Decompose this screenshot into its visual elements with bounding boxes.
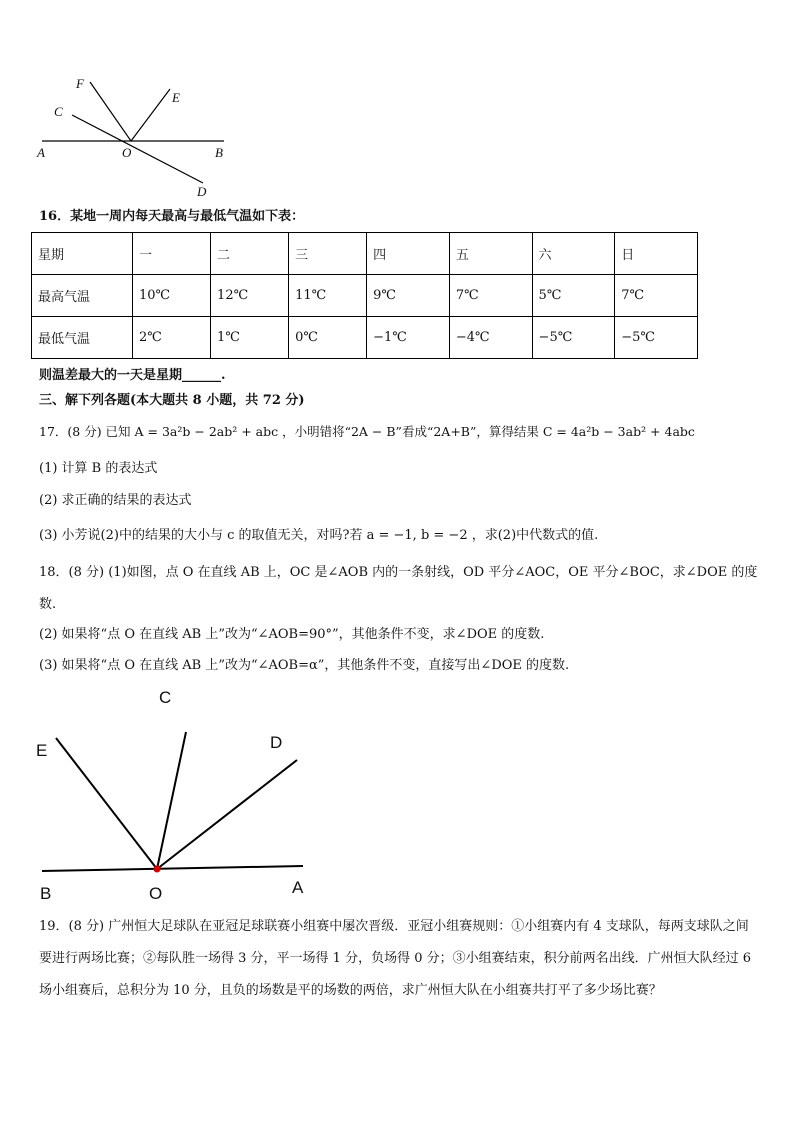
table-cell: 最低气温 [32,317,133,359]
table-cell: 日 [615,233,698,275]
table-cell: 二 [211,233,289,275]
table-cell: 星期 [32,233,133,275]
q17-stem: 17．(8 分) 已知 A = 3a²b − 2ab² + abc ，小明错将“2A − B”看成“2A+B”，算得结果 C = 4a²b − 3ab² + 4abc [39,424,695,439]
table-cell: −4℃ [449,317,532,359]
point-o [154,866,161,873]
q18-part-3: (3) 如果将“点 O 在直线 AB 上”改为“∠AOB=α”，其他条件不变，直接写出∠DOE 的度数. [39,658,570,673]
ray-oc [157,732,186,869]
section-3-heading: 三、解下列各题(本大题共 8 小题，共 72 分) [39,393,305,408]
temperature-table [31,232,698,359]
fig2-label-o: O [149,884,163,903]
fig2-label-c: C [159,688,172,707]
table-cell: −1℃ [367,317,450,359]
fig2-label-b: B [40,884,52,903]
ray-oe [56,738,157,869]
fig1-label-c: C [54,104,63,119]
table-cell: 2℃ [133,317,211,359]
table-row-weekday [32,233,698,275]
table-row-min [32,317,698,359]
q17-part-2: (2) 求正确的结果的表达式 [39,493,192,508]
q16-answer-line: 则温差最大的一天是星期______. [39,368,226,383]
table-cell: 10℃ [133,275,211,317]
q17-part-3: (3) 小芳说(2)中的结果的大小与 c 的取值无关，对吗?若 a = −1, b = −2 ，求(2)中代数式的值. [39,528,599,543]
line-bo-a [42,866,303,871]
fig1-label-e: E [172,90,180,105]
table-cell: 0℃ [289,317,367,359]
fig2-label-a: A [292,878,304,897]
table-cell: 三 [289,233,367,275]
table-cell: 1℃ [211,317,289,359]
q19-text: 19．(8 分) 广州恒大足球队在亚冠足球联赛小组赛中屡次晋级．亚冠小组赛规则：①小组赛内有 4 支球队，每两支球队之间要进行两场比赛；②每队胜一场得 3 分，平一场得 1 分，负场得 0 分；③小组赛结束，积分前两名出线．广州恒大队经过 6 场小组赛后，总积分为 10 分，且负的场数是平的场数的两倍，求广州恒大队在小组赛共打平了多少场比赛？ [39,919,752,998]
ray-of [90,82,131,141]
table-cell: 5℃ [532,275,615,317]
table-cell: 四 [367,233,450,275]
table-cell: 12℃ [211,275,289,317]
table-cell: 9℃ [367,275,450,317]
table-cell: 11℃ [289,275,367,317]
table-row-max [32,275,698,317]
table-cell: 五 [449,233,532,275]
ray-od [157,760,297,869]
line-cd [72,115,203,183]
fig2-label-d: D [270,733,283,752]
ray-oe [131,89,170,141]
q17-part-1: (1) 计算 B 的表达式 [39,461,158,476]
table-cell: 最高气温 [32,275,133,317]
table-cell: 一 [133,233,211,275]
table-cell: −5℃ [615,317,698,359]
table-cell: 7℃ [449,275,532,317]
table-cell: 六 [532,233,615,275]
table-cell: 7℃ [615,275,698,317]
fig1-label-d: D [197,184,207,199]
fig2-label-e: E [36,741,48,760]
q16-text: 16．某地一周内每天最高与最低气温如下表： [39,209,305,224]
fig1-label-o: O [122,145,132,160]
fig1-label-a: A [37,145,45,160]
q18-stem: 18．(8 分) (1)如图，点 O 在直线 AB 上，OC 是∠AOB 内的一条射线，OD 平分∠AOC，OE 平分∠BOC，求∠DOE 的度数. [39,565,758,612]
table-cell: −5℃ [532,317,615,359]
q18-part-2: (2) 如果将“点 O 在直线 AB 上”改为“∠AOB=90°”，其他条件不变，求∠DOE 的度数. [39,627,545,642]
fig1-label-b: B [215,145,223,160]
fig1-label-f: F [76,76,84,91]
